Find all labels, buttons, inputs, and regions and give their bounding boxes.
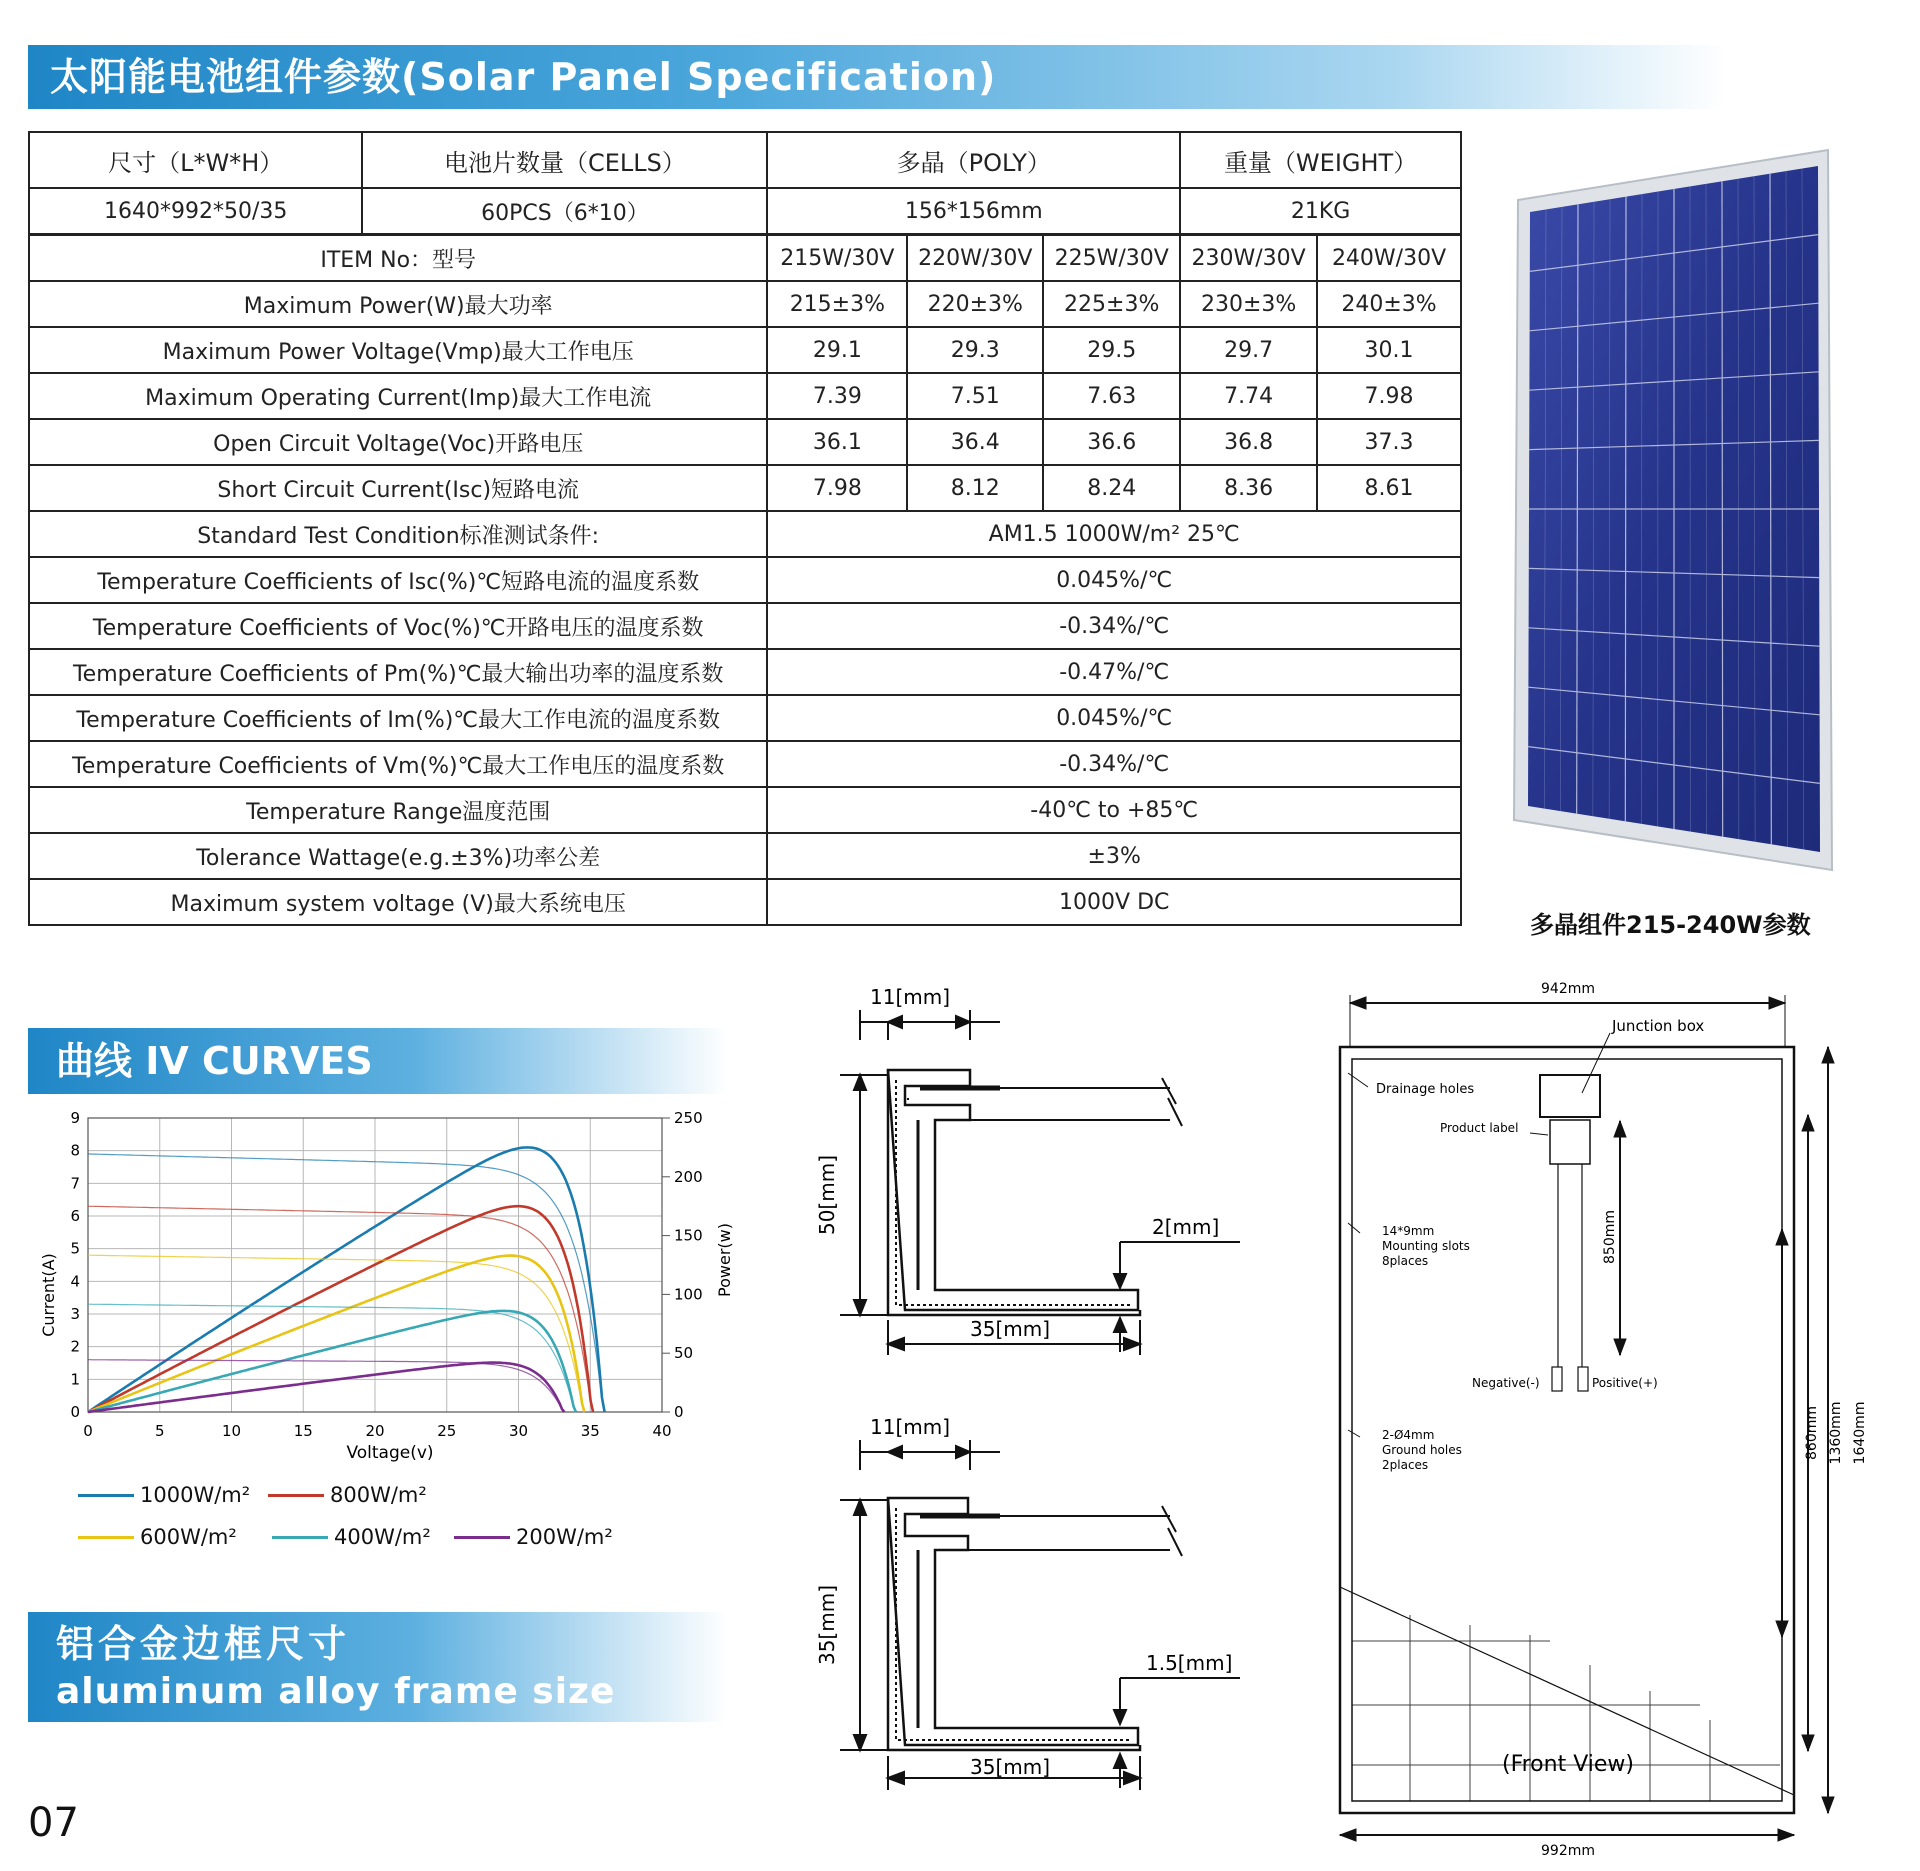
table-cell: -0.47%/℃: [767, 649, 1461, 695]
legend-item: [78, 1483, 250, 1507]
positive-label: Positive(+): [1592, 1376, 1658, 1390]
dim-label: 50[mm]: [815, 1154, 839, 1236]
y2-tick-label: 250: [674, 1109, 703, 1127]
iv-chart: [30, 1100, 734, 1480]
model-cell: 240W/30V: [1317, 235, 1461, 282]
mounting-slots-line: 8places: [1382, 1254, 1429, 1268]
table-cell: 1000V DC: [767, 879, 1461, 925]
y-tick-label: 0: [70, 1403, 80, 1421]
chart-legend: [78, 1483, 698, 1573]
x-axis-label: Voltage(v): [346, 1443, 434, 1463]
table-row: [29, 465, 1461, 511]
legend-label: 600W/m²: [140, 1525, 237, 1549]
table-cell: 8.24: [1043, 465, 1180, 511]
x-tick-label: 5: [154, 1422, 165, 1440]
legend-swatch: [78, 1494, 134, 1497]
row-label: Open Circuit Voltage(Voc)开路电压: [29, 419, 767, 465]
model-cell: 215W/30V: [767, 235, 907, 282]
row-label: Maximum system voltage (V)最大系统电压: [29, 879, 767, 925]
row-label: Temperature Coefficients of Voc(%)℃开路电压的温度系数: [29, 603, 767, 649]
row-label: Temperature Coefficients of Im(%)℃最大工作电流的温度系数: [29, 695, 767, 741]
row-label: Temperature Range温度范围: [29, 787, 767, 833]
table-cell: 0.045%/℃: [767, 557, 1461, 603]
table-row: [29, 695, 1461, 741]
table-row: [29, 235, 1461, 282]
dim-label: 942mm: [1541, 981, 1595, 997]
legend-label: 400W/m²: [334, 1525, 431, 1549]
page-number: 07: [28, 1800, 79, 1846]
table-cell: 7.39: [767, 373, 907, 419]
dim-label: 850mm: [1602, 1210, 1618, 1264]
item-no-label: ITEM No：型号: [29, 235, 767, 282]
row-label: Tolerance Wattage(e.g.±3%)功率公差: [29, 833, 767, 879]
mounting-slots-label: [1382, 1224, 1474, 1268]
legend-item: [268, 1483, 427, 1507]
mounting-slots-line: Mounting slots: [1382, 1239, 1470, 1253]
dim-label: 860mm: [1804, 1406, 1820, 1460]
table-row: [29, 188, 1461, 235]
y-tick-label: 4: [70, 1272, 80, 1291]
table-cell: 36.1: [767, 419, 907, 465]
header-cell: 重量（WEIGHT）: [1180, 132, 1461, 188]
table-cell: 7.51: [907, 373, 1043, 419]
row-label: Maximum Operating Current(Imp)最大工作电流: [29, 373, 767, 419]
dim-label: 11[mm]: [870, 985, 951, 1009]
dim-label: 2[mm]: [1152, 1215, 1220, 1239]
ground-holes-label: [1382, 1428, 1466, 1472]
iv-banner: [28, 1028, 728, 1094]
table-row: [29, 833, 1461, 879]
dim-label: 11[mm]: [870, 1415, 951, 1439]
row-label: Standard Test Condition标准测试条件:: [29, 511, 767, 557]
x-tick-label: 0: [83, 1422, 93, 1440]
x-tick-label: 40: [652, 1422, 672, 1440]
table-cell: 60PCS（6*10）: [362, 188, 767, 235]
table-row: [29, 787, 1461, 833]
legend-item: [454, 1525, 613, 1549]
legend-swatch: [268, 1494, 324, 1497]
solar-panel-image: [1510, 140, 1840, 880]
table-cell: 8.61: [1317, 465, 1461, 511]
legend-swatch: [454, 1536, 510, 1539]
mounting-slots-line: 14*9mm: [1382, 1224, 1435, 1238]
legend-label: 1000W/m²: [140, 1483, 251, 1507]
frame-banner-title-en: aluminum alloy frame size: [56, 1671, 616, 1712]
spec-banner-title: 太阳能电池组件参数(Solar Panel Specification): [50, 55, 997, 99]
table-row: [29, 557, 1461, 603]
legend-swatch: [272, 1536, 328, 1539]
table-cell: 215±3%: [767, 281, 907, 327]
iv-curve: [88, 1255, 585, 1412]
table-cell: 7.98: [1317, 373, 1461, 419]
legend-item: [272, 1525, 431, 1549]
table-cell: 29.1: [767, 327, 907, 373]
y-tick-label: 1: [70, 1370, 80, 1389]
frame-banner: [28, 1612, 728, 1722]
model-cell: 230W/30V: [1180, 235, 1317, 282]
table-cell: 36.4: [907, 419, 1043, 465]
table-cell: 30.1: [1317, 327, 1461, 373]
dim-label: 992mm: [1541, 1843, 1595, 1859]
frame-banner-title-cn: 铝合金边框尺寸: [56, 1622, 351, 1666]
negative-label: Negative(-): [1472, 1376, 1540, 1390]
dim-label: 35[mm]: [970, 1755, 1051, 1779]
x-tick-label: 30: [508, 1422, 529, 1440]
row-label: Temperature Coefficients of Isc(%)℃短路电流的温度系数: [29, 557, 767, 603]
y2-tick-label: 100: [674, 1285, 703, 1304]
front-view-caption: (Front View): [1501, 1752, 1635, 1777]
x-tick-label: 25: [437, 1422, 457, 1440]
table-cell: -40℃ to +85℃: [767, 787, 1461, 833]
table-cell: 0.045%/℃: [767, 695, 1461, 741]
panel-caption: 多晶组件215-240W参数: [1530, 911, 1811, 939]
y-tick-label: 3: [70, 1305, 80, 1323]
y-tick-label: 6: [70, 1207, 80, 1225]
table-cell: 225±3%: [1043, 281, 1180, 327]
junction-box-label: Junction box: [1612, 1017, 1705, 1035]
table-row: [29, 419, 1461, 465]
table-cell: 36.6: [1043, 419, 1180, 465]
x-tick-label: 35: [580, 1422, 600, 1440]
legend-label: 800W/m²: [330, 1483, 427, 1507]
iv-curve: [88, 1304, 576, 1412]
legend-label: 200W/m²: [516, 1525, 613, 1549]
x-tick-label: 15: [293, 1422, 313, 1440]
drainage-holes-label: Drainage holes: [1376, 1082, 1475, 1097]
y2-tick-label: 150: [674, 1226, 703, 1245]
front-view-drawing: [1320, 975, 1900, 1860]
y-tick-label: 7: [70, 1174, 80, 1193]
table-row: [29, 373, 1461, 419]
header-cell: 多晶（POLY）: [767, 132, 1180, 188]
y2-tick-label: 0: [674, 1403, 684, 1421]
y-tick-label: 5: [70, 1239, 80, 1258]
ground-holes-line: Ground holes: [1382, 1443, 1462, 1457]
table-row: [29, 879, 1461, 925]
x-tick-label: 10: [221, 1422, 242, 1440]
row-label: Temperature Coefficients of Vm(%)℃最大工作电压的温度系数: [29, 741, 767, 787]
model-cell: 220W/30V: [907, 235, 1043, 282]
table-cell: 7.98: [767, 465, 907, 511]
legend-item: [78, 1525, 237, 1549]
table-cell: 240±3%: [1317, 281, 1461, 327]
dim-label: 35[mm]: [815, 1584, 839, 1666]
product-label-label: Product label: [1440, 1121, 1519, 1135]
dim-label: 1640mm: [1852, 1401, 1868, 1465]
y2-axis-label: Power(w): [715, 1223, 734, 1297]
table-cell: 36.8: [1180, 419, 1317, 465]
table-cell: 29.3: [907, 327, 1043, 373]
chart-series: [88, 1147, 605, 1412]
y2-tick-label: 200: [674, 1167, 703, 1186]
table-cell: 21KG: [1180, 188, 1461, 235]
table-row: [29, 327, 1461, 373]
dim-label: 1.5[mm]: [1146, 1651, 1233, 1675]
y-tick-label: 2: [70, 1337, 80, 1356]
frame-section-drawing-35mm: [800, 1410, 1280, 1810]
table-cell: 29.7: [1180, 327, 1317, 373]
table-row: [29, 132, 1461, 188]
x-tick-label: 20: [365, 1422, 385, 1440]
table-cell: 29.5: [1043, 327, 1180, 373]
table-cell: 8.12: [907, 465, 1043, 511]
legend-swatch: [78, 1536, 134, 1539]
model-cell: 225W/30V: [1043, 235, 1180, 282]
y-tick-label: 9: [70, 1109, 80, 1127]
y2-tick-label: 50: [674, 1344, 694, 1363]
spec-banner: [28, 45, 1728, 109]
iv-banner-title: 曲线 IV CURVES: [56, 1039, 373, 1083]
power-curve: [88, 1256, 585, 1412]
table-cell: 8.36: [1180, 465, 1317, 511]
table-cell: 230±3%: [1180, 281, 1317, 327]
table-cell: 220±3%: [907, 281, 1043, 327]
table-row: [29, 649, 1461, 695]
frame-section-drawing-50mm: [800, 980, 1280, 1380]
row-label: Temperature Coefficients of Pm(%)℃最大输出功率的温度系数: [29, 649, 767, 695]
spec-table: [28, 131, 1462, 926]
table-cell: 1640*992*50/35: [29, 188, 362, 235]
table-cell: 7.63: [1043, 373, 1180, 419]
table-cell: -0.34%/℃: [767, 741, 1461, 787]
ground-holes-line: 2places: [1382, 1458, 1429, 1472]
table-cell: 156*156mm: [767, 188, 1180, 235]
table-cell: ±3%: [767, 833, 1461, 879]
table-row: [29, 511, 1461, 557]
table-row: [29, 603, 1461, 649]
table-cell: -0.34%/℃: [767, 603, 1461, 649]
dim-label: 1360mm: [1828, 1401, 1844, 1465]
ground-holes-line: 2-Ø4mm: [1382, 1428, 1435, 1442]
table-cell: AM1.5 1000W/m² 25℃: [767, 511, 1461, 557]
table-row: [29, 741, 1461, 787]
dim-label: 35[mm]: [970, 1317, 1051, 1341]
table-row: [29, 281, 1461, 327]
row-label: Maximum Power Voltage(Vmp)最大工作电压: [29, 327, 767, 373]
y-axis-label: Current(A): [39, 1253, 58, 1337]
header-cell: 电池片数量（CELLS）: [362, 132, 767, 188]
row-label: Maximum Power(W)最大功率: [29, 281, 767, 327]
table-cell: 37.3: [1317, 419, 1461, 465]
header-cell: 尺寸（L*W*H）: [29, 132, 362, 188]
y-tick-label: 8: [70, 1141, 80, 1160]
table-cell: 7.74: [1180, 373, 1317, 419]
row-label: Short Circuit Current(Isc)短路电流: [29, 465, 767, 511]
